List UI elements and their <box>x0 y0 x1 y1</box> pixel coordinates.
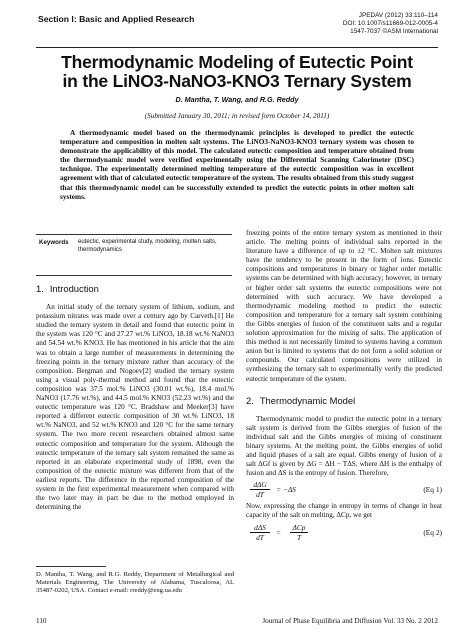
equation-1 <box>246 480 442 500</box>
section-1-number: 1. <box>36 283 44 294</box>
eq2-rhs-numerator: ΔCp <box>290 523 308 533</box>
abstract-text: A thermodynamic model based on the thermodynamic principles is developed to predict the eutectic temperature and composition in molten salt systems. The LiNO3-NaNO3-KNO3 ternary system was chosen to demonstrate the applicability of this model. The calculated eutectic composition and temperature obtained from the thermodynamic model were verified experimentally using the Differential Scanning Calorimeter (DSC) technique. The experimentally determined melting temperature of the eutectic composition was in excellent agreement with that of calculated eutectic temperature of the system. The results obtained from this study suggest that this thermodynamic model can be successfully extended to predict the eutectic points in other molten salt systems. <box>60 128 414 201</box>
section-1-title: Introduction <box>49 283 99 294</box>
abstract <box>60 128 414 201</box>
header-divider <box>36 47 438 48</box>
issn: 1547-7037 ©ASM International <box>350 28 438 35</box>
eq1-denominator: dT <box>256 490 264 500</box>
left-column <box>36 280 234 512</box>
journal-footer: Journal of Phase Equilibria and Diffusion Vol. 33 No. 2 2012 <box>262 617 438 625</box>
section-2-title: Thermodynamic Model <box>259 394 356 406</box>
footnote-divider <box>36 566 106 567</box>
eq1-number: (Eq 1) <box>423 485 442 495</box>
title-line-1: Thermodynamic Modeling of Eutectic Point <box>61 52 413 72</box>
page-number: 110 <box>36 617 47 625</box>
model-paragraph-2: Now, expressing the change in entropy in terms of change in heat capacity of the salt on melting, ΔCp, we get <box>246 502 442 520</box>
title-line-2: in the LiNO3-NaNO3-KNO3 Ternary System <box>62 71 412 91</box>
keywords-label: Keywords <box>39 239 69 246</box>
eq2-rhs-denominator: T <box>296 532 302 542</box>
intro-paragraph: An initial study of the ternary system of lithium, sodium, and potassium nitrates was made over a century ago by Carveth.[1] He studied the ternary system in detail and found that eutectic point in the system was 120 °C and 27.27 wt.% LiNO3, 18.18 wt.% NaNO3 and 54.54 wt.% KNO3. He has mentioned in his article that the aim was to obtain a large number of measurements in determining the freezing points in the ternary mixture rather than accuracy of the composition. Bergman and Nogoev[2] studied the ternary system using a visual poly-thermal method and found that the eutectic composition was 37.5 mol.% LiNO3 (30.01 wt.%), 18.4 mol.% NaNO3 (17.76 wt.%), and 44.5 mol.% KNO3 (52.23 wt.%) and the eutectic temperature was 120 °C. Bradshaw and Meeker[3] have reported a different eutectic composition of 30 wt.% LiNO3, 18 wt.% NaNO3, and 52 wt.% KNO3 and 120 °C for the same ternary system. The two more recent researchers obtained almost same eutectic composition and temperature for the system. Although the eutectic temperature of the ternary salt system remained the same as reported in an elaborate experimental study of 1898, even the composition of the eutectic mixture was different from that of the earliest reports. The difference in the reported composition of the system in the first experimental measurement when compared with the two later may in part be due to the method employed in determining the <box>36 303 234 512</box>
eq2-rhs <box>290 523 308 542</box>
journal-header <box>343 12 438 36</box>
eq2-lhs <box>250 523 270 542</box>
model-paragraph-1: Thermodynamic model to predict the eutectic point in a ternary salt system is derived from the Gibbs energies of fusion of the individual salt and the Gibbs energies of mixing of constituent binary systems. At the melting point, the Gibbs energies of solid and liquid phases of a salt are equal. Gibbs energy of fusion of a salt ΔGf is given by ΔG = ΔH − TΔS, where ΔH is the enthalpy of fusion and ΔS is the entropy of fusion. Therefore, <box>246 414 442 478</box>
eq1-rhs: = −ΔS <box>276 485 296 495</box>
eq2-numerator: dΔS <box>250 523 270 533</box>
doi[interactable]: DOI: 10.1007/s11669-012-0005-4 <box>342 20 438 27</box>
keywords-box <box>36 234 232 276</box>
paper-title <box>36 53 438 91</box>
eq2-equals: = <box>276 527 281 537</box>
section-label: Section I: Basic and Applied Research <box>38 14 195 24</box>
section-2-number: 2. <box>246 394 254 406</box>
keywords-text: eutectic, experimental study, modeling, molten salts, thermodynamics <box>78 239 217 253</box>
eq1-numerator: dΔG <box>250 480 270 490</box>
right-column <box>246 229 442 545</box>
section-2-heading <box>246 396 442 405</box>
eq2-denominator: dT <box>256 532 264 542</box>
author-list: D. Mantha, T. Wang, and R.G. Reddy <box>175 95 299 104</box>
submission-dates: (Submitted January 30, 2011; in revised form October 14, 2011) <box>144 112 330 120</box>
equation-2 <box>246 523 442 543</box>
intro-continued-paragraph: freezing points of the entire ternary system as mentioned in their article. The melting points of individual salts reported in the literature have a difference of up to ±2 °C. Molten salt mixtures have the tendency to be present in the form of ions. Eutectic compositions and temperatures in binary or higher order metallic systems can be determined with high accuracy; however, in ternary or higher order salt systems the eutectic compositions were not determined with such accuracy. We have developed a thermodynamic modeling method to predict the eutectic composition and temperature for a ternary salt system combining the Gibbs energies of fusion of the constituent salts and a regular solution approximation for the mixing of salts. The application of this method is not necessarily limited to systems having a common anion but is limited to systems that do not form a solid solution or compounds. Our calculated compositions were utilized in synthesizing the ternary salt to experimentally verify the predicted eutectic temperature of the system. <box>246 229 442 383</box>
eq1-lhs <box>250 480 270 499</box>
author-affiliation: D. Mantha, T. Wang, and R.G. Reddy, Department of Metallurgical and Materials Engineering, The University of Alabama, Tuscaloosa, AL 35487-0202, USA. Contact e-mail: rreddy@eng.ua.edu <box>36 571 234 595</box>
eq2-number: (Eq 2) <box>423 527 442 537</box>
journal-ref: JPEDAV (2012) 33:110–114 <box>358 12 438 19</box>
section-1-heading <box>36 284 234 293</box>
